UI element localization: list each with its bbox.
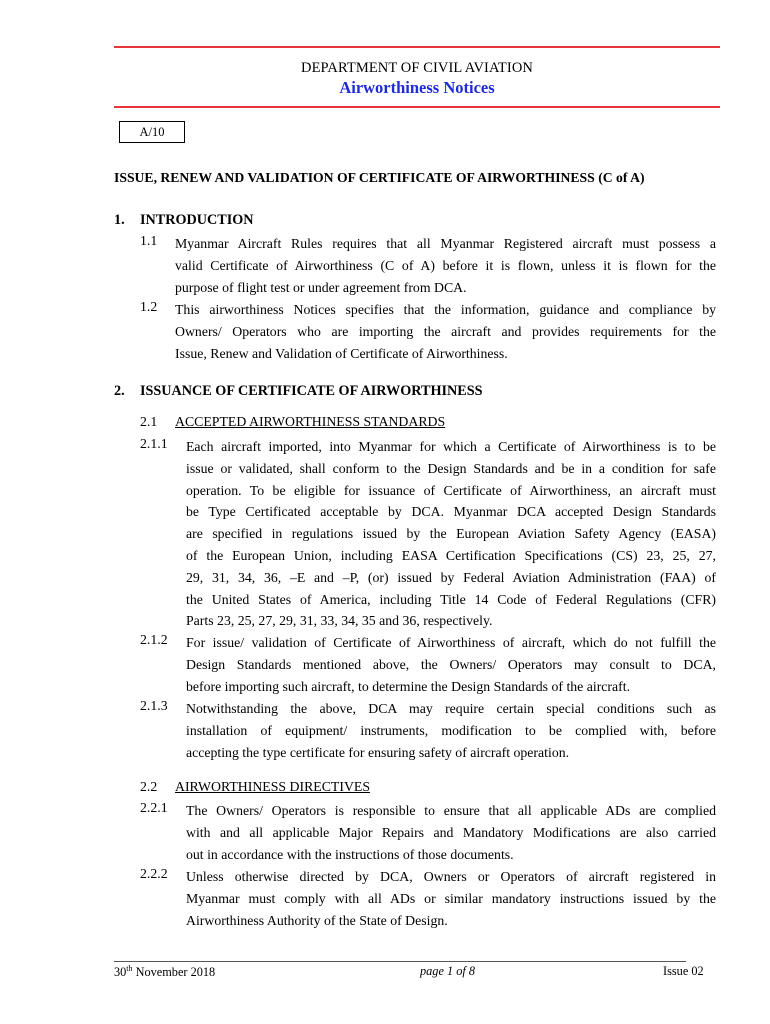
item-text (186, 800, 716, 865)
section-2-number: 2. (114, 383, 125, 399)
text-line: installation of equipment/ instruments, modification to be complied with, before (186, 722, 716, 738)
subsection-title: ACCEPTED AIRWORTHINESS STANDARDS (175, 414, 446, 429)
text-line: accepting the type certificate for ensuring safety of aircraft operation. (186, 744, 570, 760)
notices-title: Airworthiness Notices (339, 78, 495, 97)
subsection-2-1-heading (140, 414, 445, 430)
text-line: Airworthiness Authority of the State of Design. (186, 912, 448, 928)
header-top-rule (114, 46, 720, 48)
item-text (175, 233, 716, 298)
footer-date-month-year: November 2018 (132, 965, 216, 979)
subsection-number: 2.2 (140, 779, 158, 794)
header-bottom-rule (114, 106, 720, 108)
item-number: 2.1.1 (140, 436, 168, 451)
item-number: 1.1 (140, 233, 158, 248)
item-text (186, 632, 716, 697)
text-line: Myanmar Aircraft Rules requires that all Myanmar Registered aircraft must possess a (175, 236, 716, 251)
text-line: Issue, Renew and Validation of Certificate of Airworthiness. (175, 345, 508, 361)
item-number: 2.1.2 (140, 632, 168, 647)
text-line: purpose of flight test or under agreement from DCA. (175, 279, 467, 295)
text-line: Unless otherwise directed by DCA, Owners or Operators of aircraft registered in (186, 869, 716, 884)
text-line: This airworthiness Notices specifies that the information, guidance and compliance by (175, 302, 716, 317)
reference-number-box: A/10 (119, 121, 185, 143)
text-line: valid Certificate of Airworthiness (C of A) before it is flown, unless it is flown for the (175, 257, 716, 273)
text-line: with and all applicable Major Repairs and Mandatory Modifications are also carried (186, 824, 716, 840)
footer-date (114, 964, 215, 980)
text-line: Each aircraft imported, into Myanmar for which a Certificate of Airworthiness is to be (186, 439, 716, 454)
text-line: issue or validated, shall conform to the Design Standards and be in a condition for safe (186, 460, 716, 476)
text-line: before importing such aircraft, to determine the Design Standards of the aircraft. (186, 678, 631, 694)
item-text (186, 698, 716, 763)
footer-date-day: 30 (114, 965, 127, 979)
item-text (186, 436, 716, 632)
department-heading: DEPARTMENT OF CIVIL AVIATION (301, 60, 533, 76)
text-line: Notwithstanding the above, DCA may require certain special conditions such as (186, 701, 716, 716)
text-line: be Type Certificated acceptable by DCA. Myanmar DCA accepted Design Standards (186, 504, 716, 520)
section-1-number: 1. (114, 212, 125, 228)
footer-issue: Issue 02 (663, 964, 704, 978)
footer-page-number: page 1 of 8 (420, 964, 475, 978)
item-number: 2.1.3 (140, 698, 168, 713)
footer-date-suffix: th (126, 964, 133, 973)
text-line: Design Standards mentioned above, the Owners/ Operators may consult to DCA, (186, 656, 716, 672)
section-1-heading (114, 212, 254, 229)
text-line: are specified in regulations issued by the European Aviation Safety Agency (EASA) (186, 526, 716, 542)
subsection-2-2-heading (140, 779, 370, 795)
item-number: 2.2.1 (140, 800, 168, 815)
section-1-title: INTRODUCTION (140, 212, 254, 228)
text-line: For issue/ validation of Certificate of Airworthiness of aircraft, which do not fulfill the (186, 635, 716, 650)
item-text (186, 866, 716, 931)
text-line: Parts 23, 25, 27, 29, 31, 33, 34, 35 and 36, respectively. (186, 613, 493, 629)
text-line: operation. To be eligible for issuance of Certificate of Airworthiness, an aircraft must (186, 482, 716, 498)
footer-rule (114, 961, 686, 962)
section-2-title: ISSUANCE OF CERTIFICATE OF AIRWORTHINESS (140, 383, 483, 399)
item-number: 2.2.2 (140, 866, 168, 881)
section-2-heading (114, 383, 482, 400)
subsection-title: AIRWORTHINESS DIRECTIVES (175, 779, 371, 794)
subsection-number: 2.1 (140, 414, 158, 429)
text-line: of the European Union, including EASA Certification Specifications (CS) 23, 25, 27, (186, 547, 716, 563)
item-text (175, 299, 716, 364)
text-line: the United States of America, including Title 14 Code of Federal Regulations (CFR) (186, 591, 716, 607)
document-title: ISSUE, RENEW AND VALIDATION OF CERTIFICATE OF AIRWORTHINESS (C of A) (114, 170, 645, 185)
text-line: The Owners/ Operators is responsible to ensure that all applicable ADs are complied (186, 803, 716, 818)
text-line: 29, 31, 34, 36, –E and –P, (or) issued by Federal Aviation Administration (FAA) of (186, 569, 716, 585)
item-number: 1.2 (140, 299, 158, 314)
text-line: out in accordance with the instructions of those documents. (186, 846, 514, 862)
text-line: Owners/ Operators who are importing the aircraft and provides requirements for the (175, 323, 716, 339)
text-line: Myanmar must comply with all ADs or similar mandatory instructions issued by the (186, 890, 716, 906)
